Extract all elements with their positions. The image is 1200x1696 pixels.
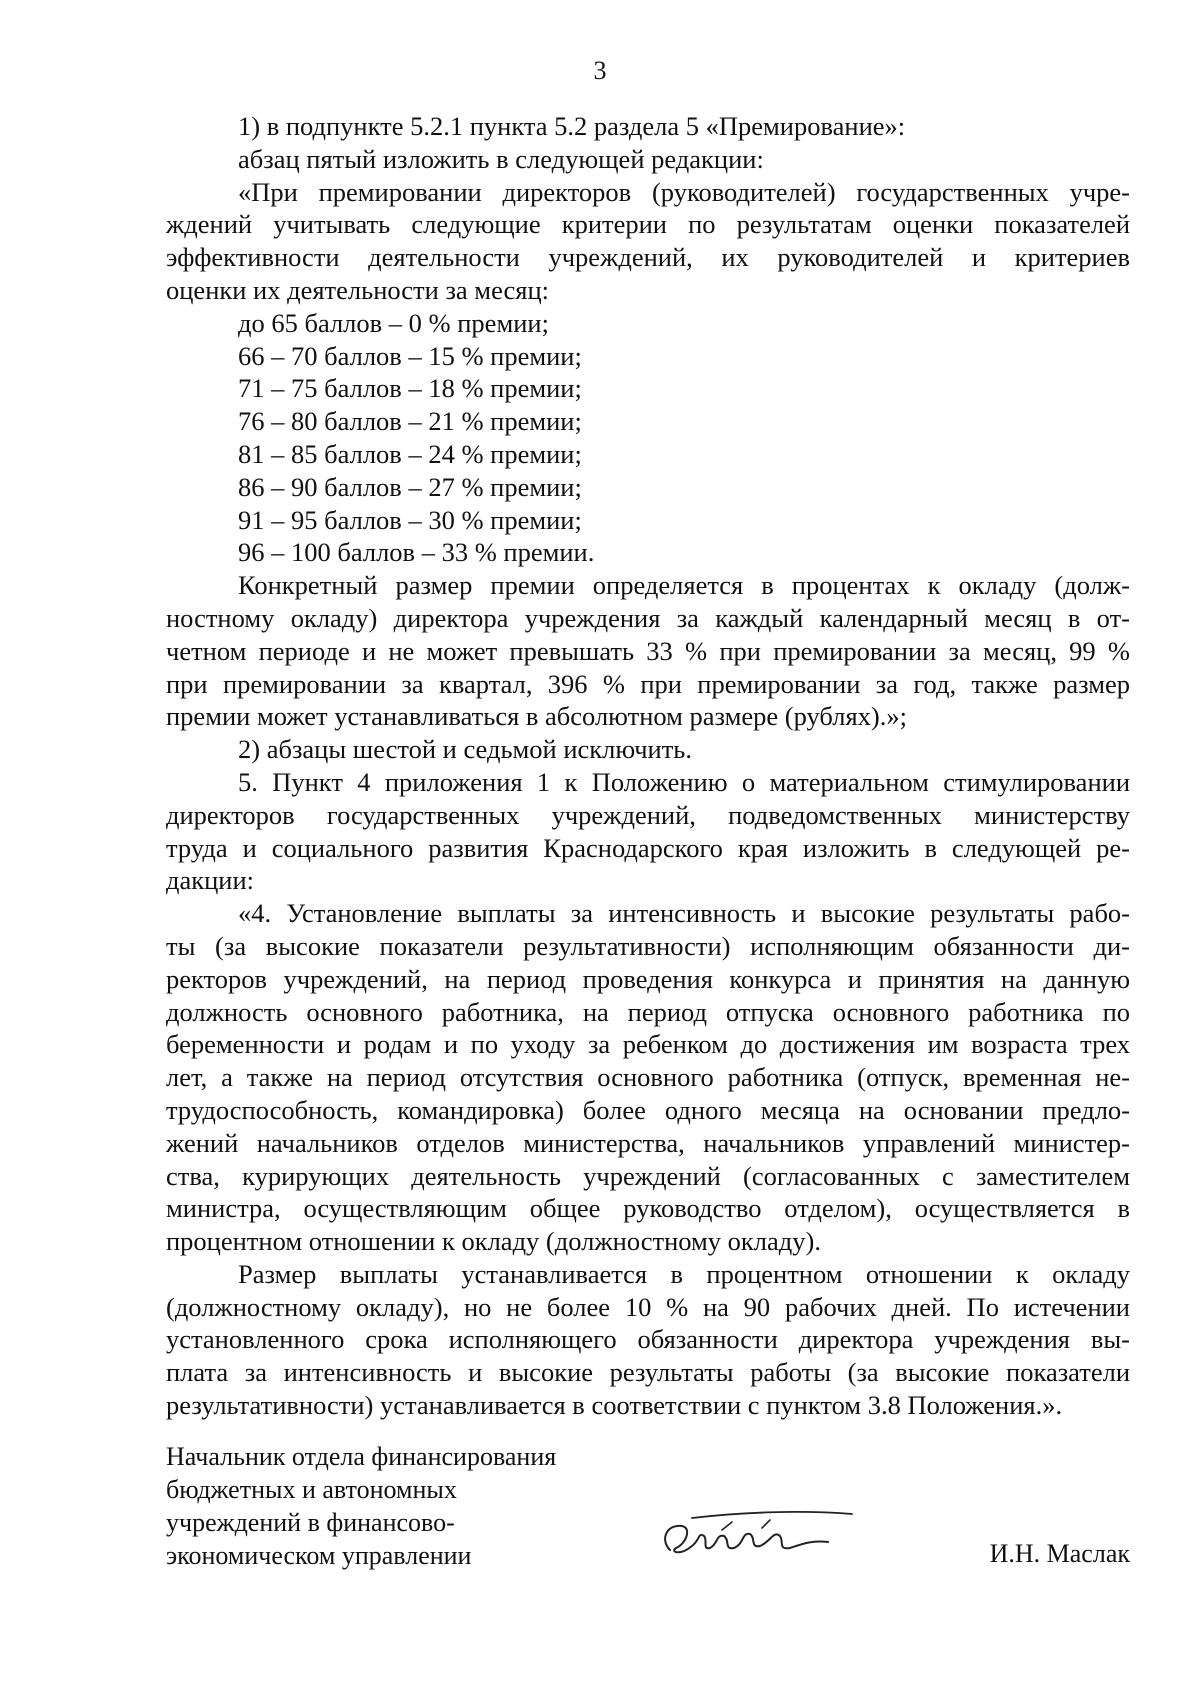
text-line: ства, курирующих деятельность учреждений (согласованных с заместителем: [166, 1160, 1130, 1191]
text-line: установленного срока исполняющего обязанности директора учреждения вы-: [166, 1324, 1130, 1355]
signer-title-line-1: Начальник отдела финансирования: [166, 1442, 557, 1471]
signer-title-line-4: экономическом управлении: [166, 1541, 472, 1570]
text-line: процентном отношении к окладу (должностному окладу).: [166, 1226, 821, 1257]
text-line: четном периоде и не может превышать 33 % при премировании за месяц, 99 %: [166, 635, 1130, 666]
text-line: «При премировании директоров (руководителей) государственных учре-: [238, 176, 1130, 207]
text-line: 66 – 70 баллов – 15 % премии;: [238, 340, 582, 371]
signature-block: [166, 1440, 1130, 1600]
text-line: 96 – 100 баллов – 33 % премии.: [238, 537, 595, 568]
text-line: жений начальников отделов министерства, начальников управлений министер-: [166, 1127, 1130, 1158]
text-line: оценки их деятельности за месяц:: [166, 274, 549, 305]
text-line: плата за интенсивность и высокие результаты работы (за высокие показатели: [166, 1357, 1130, 1388]
text-line: министра, осуществляющим общее руководство отделом), осуществляется в: [166, 1193, 1130, 1224]
text-line: лет, а также на период отсутствия основного работника (отпуск, временная не-: [166, 1062, 1130, 1093]
text-line: Конкретный размер премии определяется в процентах к окладу (долж-: [238, 570, 1130, 601]
text-line: 76 – 80 баллов – 21 % премии;: [238, 406, 582, 437]
document-body: [166, 110, 1130, 1422]
page-number: 3: [593, 56, 607, 85]
text-line: 81 – 85 баллов – 24 % премии;: [238, 438, 582, 469]
text-line: (должностному окладу), но не более 10 % на 90 рабочих дней. По истечении: [166, 1291, 1130, 1322]
text-line: 5. Пункт 4 приложения 1 к Положению о материальном стимулировании: [238, 766, 1130, 797]
signer-title-line-2: бюджетных и автономных: [166, 1475, 457, 1504]
text-line: труда и социального развития Краснодарского края изложить в следующей ре-: [166, 832, 1130, 863]
text-line: ждений учитывать следующие критерии по результатам оценки показателей: [166, 209, 1130, 240]
text-line: до 65 баллов – 0 % премии;: [238, 307, 549, 338]
text-line: при премировании за квартал, 396 % при премировании за год, также размер: [166, 668, 1130, 699]
signer-name: И.Н. Маслак: [989, 1539, 1130, 1568]
text-line: ректоров учреждений, на период проведения конкурса и принятия на данную: [166, 963, 1130, 994]
text-line: результативности) устанавливается в соответствии с пунктом 3.8 Положения.».: [166, 1390, 1063, 1421]
text-line: 91 – 95 баллов – 30 % премии;: [238, 504, 582, 535]
text-line: 86 – 90 баллов – 27 % премии;: [238, 471, 582, 502]
text-line: 71 – 75 баллов – 18 % премии;: [238, 373, 582, 404]
text-line: абзац пятый изложить в следующей редакции:: [238, 143, 764, 174]
signer-title-line-3: учреждений в финансово-: [166, 1508, 455, 1537]
text-line: дакции:: [166, 865, 255, 896]
text-line: 2) абзацы шестой и седьмой исключить.: [238, 734, 692, 765]
text-line: должность основного работника, на период отпуска основного работника по: [166, 996, 1130, 1027]
text-line: ты (за высокие показатели результативности) исполняющим обязанности ди-: [166, 930, 1130, 961]
text-line: 1) в подпункте 5.2.1 пункта 5.2 раздела 5 «Премирование»:: [238, 111, 906, 141]
text-line: беременности и родам и по уходу за ребенком до достижения им возраста трех: [166, 1029, 1130, 1060]
text-line: директоров государственных учреждений, подведомственных министерству: [166, 799, 1130, 830]
handwritten-signature: [652, 1500, 862, 1580]
text-line: трудоспособность, командировка) более одного месяца на основании предло-: [166, 1094, 1130, 1125]
text-line: «4. Установление выплаты за интенсивность и высокие результаты рабо-: [238, 898, 1130, 929]
text-line: Размер выплаты устанавливается в процентном отношении к окладу: [238, 1258, 1130, 1289]
text-line: премии может устанавливаться в абсолютном размере (рублях).»;: [166, 701, 907, 732]
text-line: ностному окладу) директора учреждения за каждый календарный месяц в от-: [166, 602, 1130, 633]
text-line: эффективности деятельности учреждений, их руководителей и критериев: [166, 242, 1130, 273]
